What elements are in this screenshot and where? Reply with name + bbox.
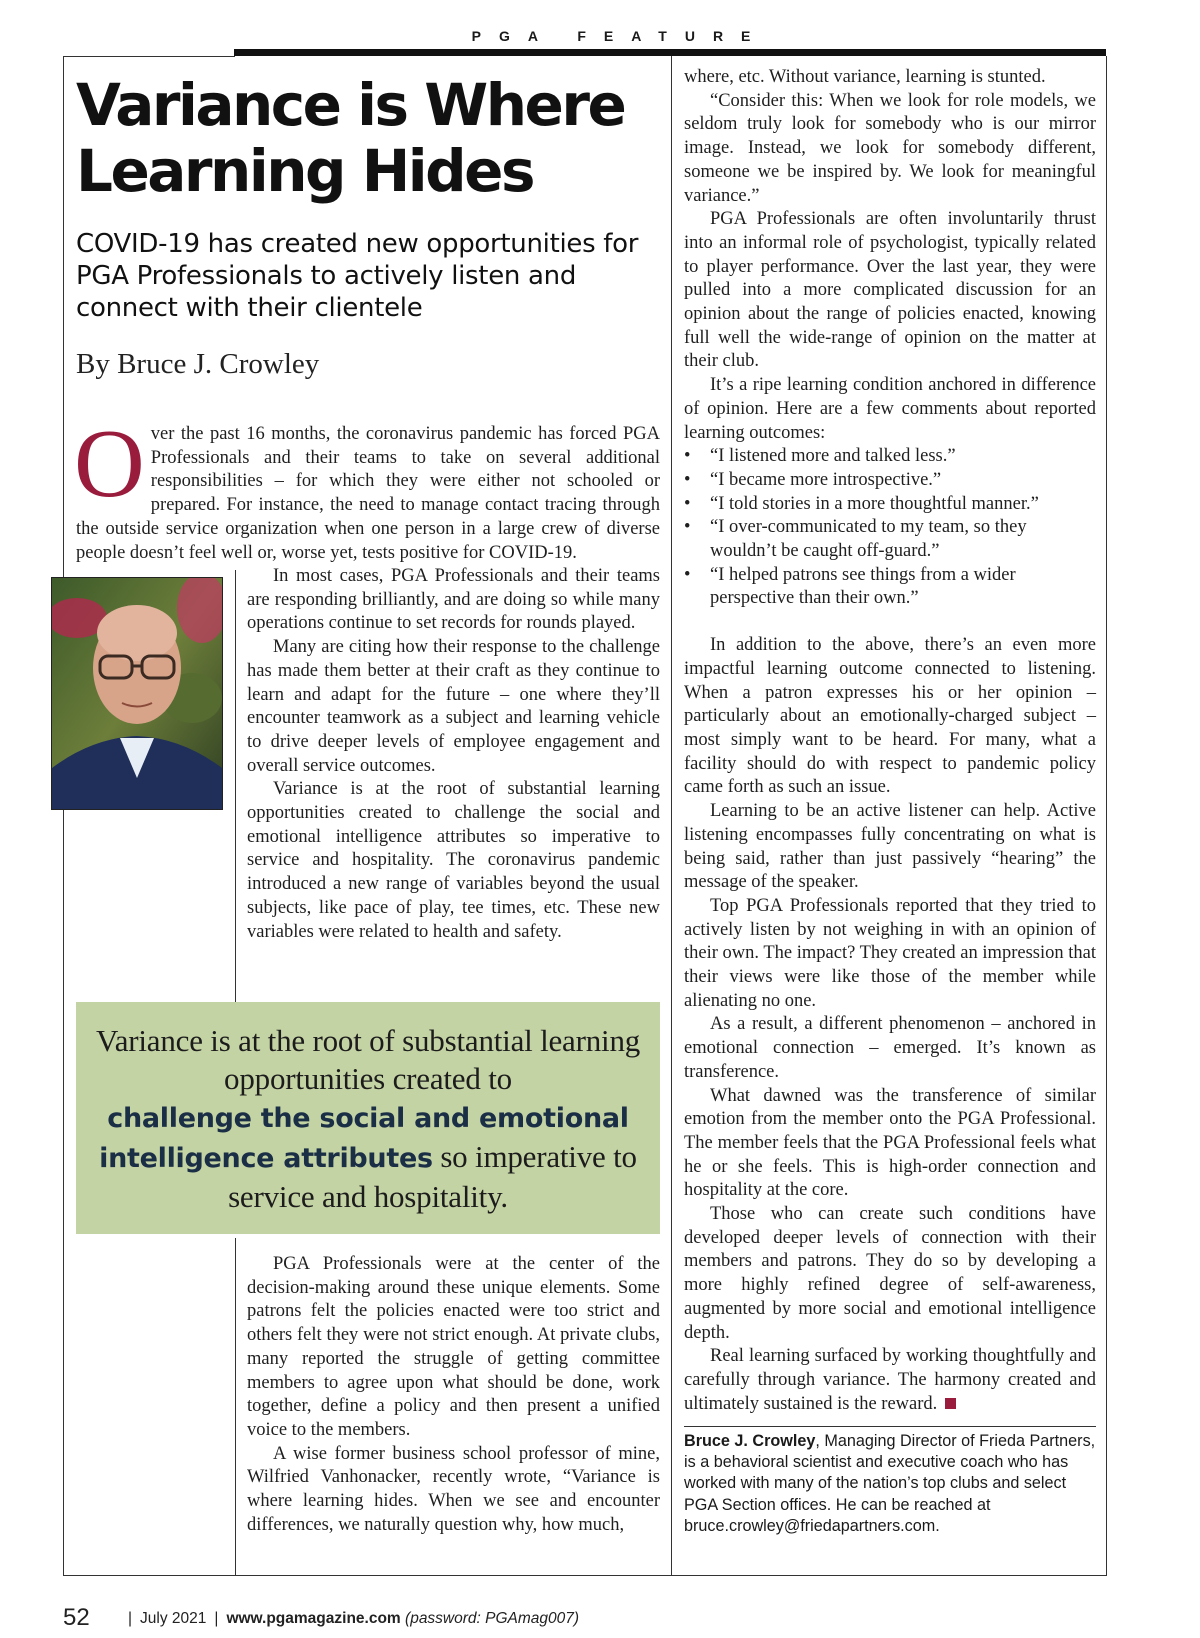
body-paragraph: Those who can create such conditions have developed deeper levels of connection with their members and patrons. They do so by developing a more highly refined degree of self-awareness, augmented by more social and emotional intelligence depth. bbox=[684, 1204, 1096, 1343]
subcolumn-divider bbox=[235, 1238, 236, 1576]
body-paragraph: A wise former business school professor of mine, Wilfried Vanhonacker, recently wrote, “Variance is where learning hides. When we see and encounter differences, we naturally question why, how much, bbox=[247, 1443, 660, 1535]
frame-rule-left bbox=[63, 56, 64, 1576]
column-divider bbox=[671, 56, 672, 1576]
headline-line: Learning Hides bbox=[76, 137, 534, 205]
issue-date: July 2021 bbox=[140, 1610, 207, 1627]
list-item: • “I told stories in a more thoughtful manner.” bbox=[684, 493, 1039, 514]
body-paragraph: Top PGA Professionals reported that they tried to actively listen by not weighing in with an opinion of their own. The impact? They created an impression that their views were like those of the member while alienating no one. bbox=[684, 895, 1096, 1011]
frame-rule-right bbox=[1106, 56, 1107, 1576]
body-paragraph: Variance is at the root of substantial learning opportunities created to challenge the social and emotional intelligence attributes so imperative to service and hospitality. The coronavirus pandemic introduced a new range of variables beyond the usual subjects, like pace of play, tee times, etc. These new variables were related to health and safety. bbox=[247, 779, 660, 942]
body-paragraph: where, etc. Without variance, learning is stunted. bbox=[684, 67, 1046, 87]
bio-text: , Managing Director of Frieda Partners, is a behavioral scientist and executive coach who has worked with many of the nation’s top clubs and select PGA Section offices. He can be reached at bruce.crowley@friedapartners.com. bbox=[684, 1432, 1096, 1535]
column-a-part2 bbox=[247, 1253, 660, 1537]
body-paragraph: In most cases, PGA Professionals and their teams are responding brilliantly, and are doing so while many operations continue to set records for rounds played. bbox=[247, 566, 660, 634]
intro-paragraph bbox=[74, 410, 660, 565]
bio-name: Bruce J. Crowley bbox=[684, 1432, 816, 1450]
bio-rule bbox=[684, 1426, 1096, 1427]
subcolumn-divider bbox=[235, 570, 236, 1010]
list-item: • “I listened more and talked less.” bbox=[684, 446, 956, 467]
drop-cap: O bbox=[74, 410, 145, 518]
author-portrait-image bbox=[52, 578, 222, 809]
website-link[interactable]: www.pgamagazine.com bbox=[226, 1610, 401, 1627]
pull-quote bbox=[76, 1002, 660, 1234]
list-item: • “I helped patrons see things from a wider perspective than their own.” bbox=[684, 564, 1016, 609]
headline bbox=[76, 72, 656, 204]
page-footer: 52 | July 2021 | www.pgamagazine.com (password: PGAmag007) bbox=[63, 1604, 580, 1631]
body-paragraph: Many are citing how their response to the challenge has made them better at their craft as they continue to learn and adapt for the future – one where they’ll encounter teamwork as a subject and learning vehicle to drive deeper levels of employee engagement and overall service outcomes. bbox=[247, 637, 660, 776]
frame-rule-bottom bbox=[63, 1575, 1107, 1576]
list-item: • “I became more introspective.” bbox=[684, 469, 942, 490]
pull-quote-text: Variance is at the root of substantial learning opportunities created to bbox=[95, 1023, 641, 1096]
body-paragraph: Learning to be an active listener can help. Active listening encompasses fully concentrating on what is being said, rather than just passively “hearing” the message of the speaker. bbox=[684, 801, 1096, 893]
column-a-part1 bbox=[247, 565, 660, 944]
outcomes-list bbox=[684, 445, 1096, 611]
page-number: 52 bbox=[63, 1604, 90, 1631]
pull-quote-emphasis: challenge the social and emotional intelligence attributes bbox=[99, 1103, 629, 1174]
body-paragraph: “Consider this: When we look for role models, we seldom truly look for somebody who is our mirror image. Instead, we look for somebody different, someone we be inspired by. We look for meaningful variance.” bbox=[684, 90, 1096, 206]
body-paragraph: It’s a ripe learning condition anchored in difference of opinion. Here are a few comments about reported learning outcomes: bbox=[684, 375, 1096, 443]
author-bio bbox=[684, 1431, 1096, 1537]
author-photo bbox=[51, 577, 223, 810]
pull-quote-text: so imperative to service and hospitality. bbox=[228, 1139, 637, 1214]
body-paragraph: PGA Professionals are often involuntarily thrust into an informal role of psychologist, typically related to player performance. Over the last year, they were pulled into a more complicated discussion for an opinion about the range of policies enacted, knowing full well the wide-range of opinion on the matter at their club. bbox=[684, 209, 1096, 372]
byline: By Bruce J. Crowley bbox=[76, 348, 320, 380]
section-kicker: PGA FEATURE bbox=[471, 28, 769, 44]
list-item: • “I over-communicated to my team, so they wouldn’t be caught off-guard.” bbox=[684, 517, 1027, 562]
body-paragraph: As a result, a different phenomenon – anchored in emotional connection – emerged. It’s known as transference. bbox=[684, 1014, 1096, 1082]
column-b bbox=[684, 66, 1096, 1416]
closing-paragraph: Real learning surfaced by working thoughtfully and carefully through variance. The harmony created and ultimately sustained is the reward. bbox=[684, 1346, 1096, 1414]
frame-rule-top bbox=[63, 56, 235, 57]
top-rule bbox=[234, 49, 1106, 56]
deck: COVID-19 has created new opportunities for PGA Professionals to actively listen and connect with their clientele bbox=[76, 229, 639, 323]
intro-text: ver the past 16 months, the coronavirus pandemic has forced PGA Professionals and their teams to take on several additional responsibilities – for which they were either not schooled or prepared. For instance, the need to manage contact tracing through the outside service organization when one person in a large crew of diverse people doesn’t feel well or, worse yet, tests positive for COVID-19. bbox=[76, 424, 660, 563]
password-note: (password: PGAmag007) bbox=[405, 1610, 580, 1627]
headline-line: Variance is Where bbox=[76, 71, 625, 139]
end-mark-icon bbox=[945, 1398, 956, 1409]
body-paragraph: In addition to the above, there’s an even more impactful learning outcome connected to listening. When a patron expresses his or her opinion – particularly about an emotionally-charged subject – most simply want to be heard. For many, what a facility should do with respect to pandemic policy came forth as such an issue. bbox=[684, 635, 1096, 798]
body-paragraph: PGA Professionals were at the center of the decision-making around these unique elements. Some patrons felt the policies enacted were too strict and others felt they were not strict enough. At private clubs, many reported the struggle of getting committee members to agree upon what should be done, work together, define a policy and then present a unified voice to the members. bbox=[247, 1254, 660, 1440]
body-paragraph: What dawned was the transference of similar emotion from the member onto the PGA Professional. The member feels that the PGA Professional feels what he or she feels. This is high-order connection and hospitality at the core. bbox=[684, 1085, 1096, 1201]
